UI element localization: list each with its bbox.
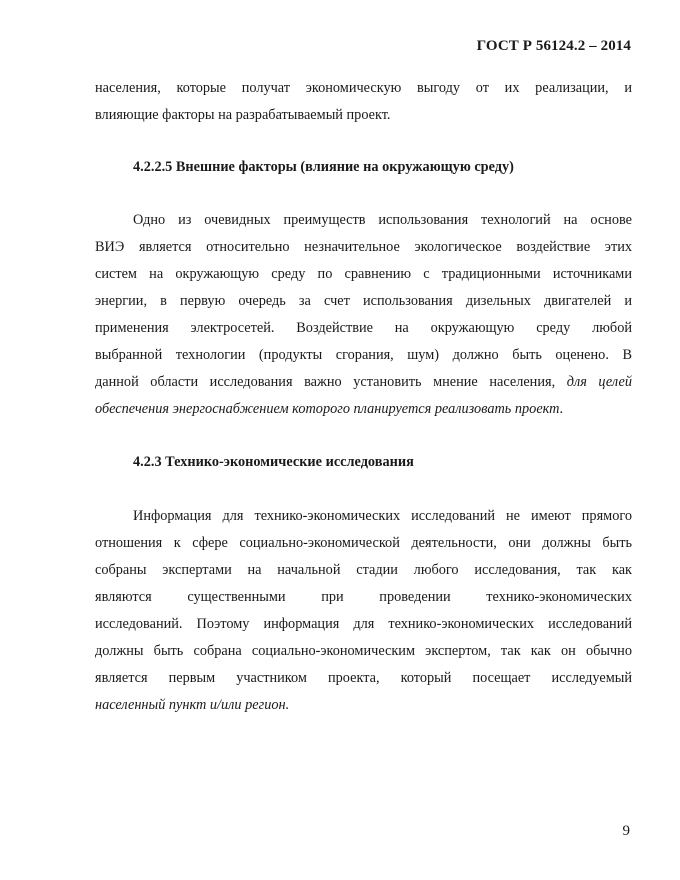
paragraph-line: Информация для технико-экономических исследований не имеют прямого [133,508,632,524]
paragraph-line: является первым участником проекта, который посещает исследуемый [95,670,632,686]
intro-line-2: влияющие факторы на разрабатываемый проект. [95,107,391,123]
paragraph-line: являются существенными при проведении технико-экономических [95,589,632,605]
section-heading-423: 4.2.3 Технико-экономические исследования [133,454,414,470]
page-number: 9 [622,823,630,839]
paragraph-line-mixed [95,396,632,423]
paragraph-line: исследований. Поэтому информация для технико-экономических исследований [95,616,632,632]
paragraph-period: . [559,401,564,417]
paragraph-line-mixed [95,369,632,396]
paragraph-italic-text: для целей [566,374,633,390]
paragraph-line: должны быть собрана социально-экономическим экспертом, так как он обычно [95,643,632,659]
paragraph-line: применения электросетей. Воздействие на окружающую среду любой [95,320,632,336]
paragraph-line: Одно из очевидных преимуществ использования технологий на основе [133,212,632,228]
paragraph-line: систем на окружающую среду по сравнению с традиционными источниками [95,266,632,282]
paragraph-text: данной области исследования важно установить мнение населения, [95,374,556,390]
paragraph-italic-text: населенный пункт и/или регион. [95,697,290,713]
paragraph-line: энергии, в первую очередь за счет использования дизельных двигателей и [95,293,632,309]
paragraph-line: выбранной технологии (продукты сгорания, шум) должно быть оценено. В [95,347,632,363]
section-heading-4225: 4.2.2.5 Внешние факторы (влияние на окружающую среду) [133,159,514,175]
document-header: ГОСТ Р 56124.2 – 2014 [476,38,631,54]
paragraph-italic-text: обеспечения энергоснабжением которого планируется реализовать проект [95,401,560,417]
paragraph-line: собраны экспертами на начальной стадии любого исследования, так как [95,562,632,578]
paragraph-line: отношения к сфере социально-экономической деятельности, они должны быть [95,535,632,551]
paragraph-line-italic [95,692,632,719]
paragraph-line: ВИЭ является относительно незначительное экологическое воздействие этих [95,239,632,255]
intro-line-1: населения, которые получат экономическую выгоду от их реализации, и [95,80,632,96]
